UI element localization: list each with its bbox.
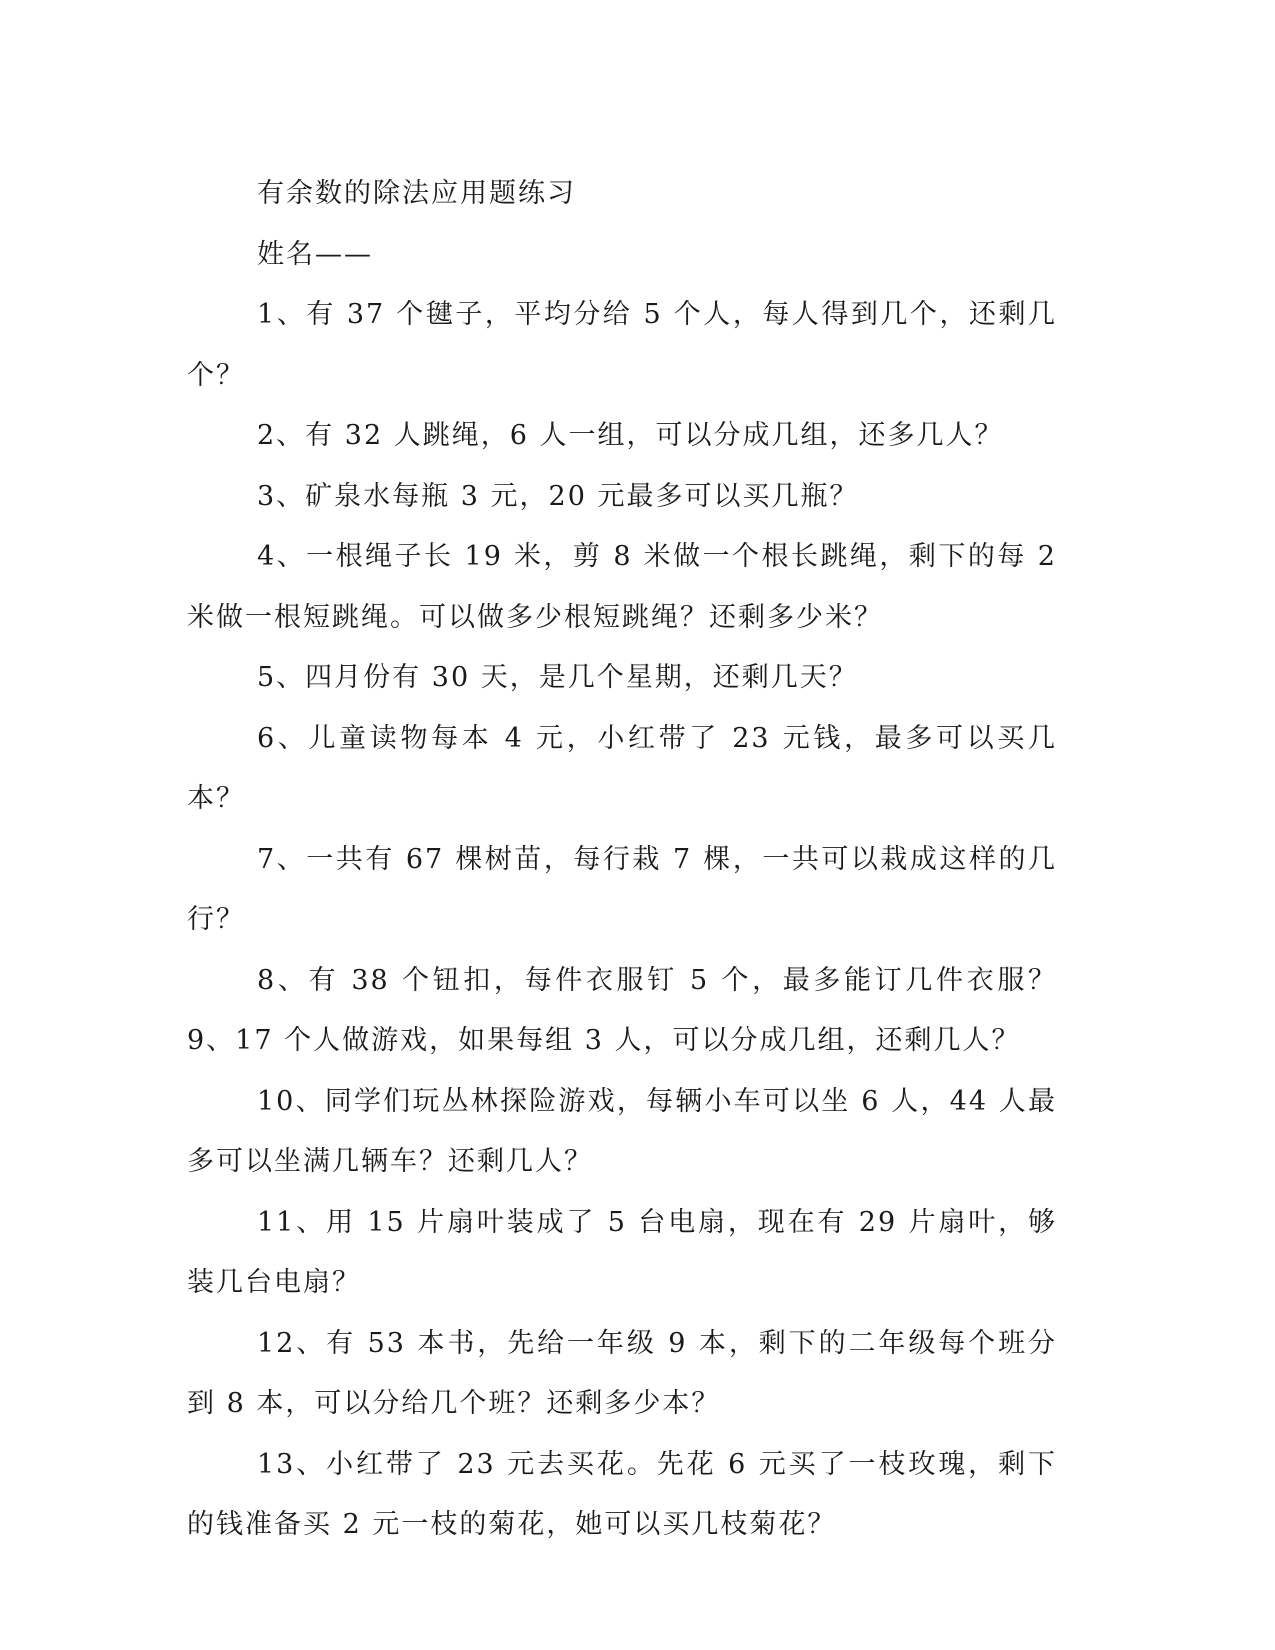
question-4: 4、一根绳子长 19 米，剪 8 米做一个根长跳绳，剩下的每 2 米做一根短跳绳。可以做多少根短跳绳？还剩多少米？ (187, 541, 1057, 633)
question-13: 13、小红带了 23 元去买花。先花 6 元买了一枝玫瑰，剩下的钱准备买 2 元一枝的菊花，她可以买几枝菊花？ (187, 1448, 1057, 1540)
question-2: 2、有 32 人跳绳，6 人一组，可以分成几组，还多几人？ (257, 420, 1004, 451)
document-body (187, 164, 1057, 1556)
name-line: 姓名—— (257, 238, 373, 270)
document-title: 有余数的除法应用题练习 (257, 178, 576, 209)
question-10: 10、同学们玩丛林探险游戏，每辆小车可以坐 6 人，44 人最多可以坐满几辆车？还剩几人？ (187, 1085, 1057, 1177)
question-6: 6、儿童读物每本 4 元，小红带了 23 元钱，最多可以买几本？ (187, 722, 1057, 814)
question-12: 12、有 53 本书，先给一年级 9 本，剩下的二年级每个班分到 8 本，可以分给几个班？还剩多少本？ (187, 1327, 1057, 1419)
question-8-9: 8、有 38 个钮扣，每件衣服钉 5 个，最多能订几件衣服？9、17 个人做游戏，如果每组 3 人，可以分成几组，还剩几人？ (187, 964, 1057, 1056)
question-3: 3、矿泉水每瓶 3 元，20 元最多可以买几瓶？ (257, 480, 859, 512)
question-11: 11、用 15 片扇叶装成了 5 台电扇，现在有 29 片扇叶，够装几台电扇？ (187, 1206, 1057, 1298)
question-7: 7、一共有 67 棵树苗，每行栽 7 棵，一共可以栽成这样的几行？ (187, 843, 1057, 935)
question-5: 5、四月份有 30 天，是几个星期，还剩几天？ (257, 662, 858, 693)
question-1: 1、有 37 个毽子，平均分给 5 个人，每人得到几个，还剩几个？ (187, 299, 1057, 391)
